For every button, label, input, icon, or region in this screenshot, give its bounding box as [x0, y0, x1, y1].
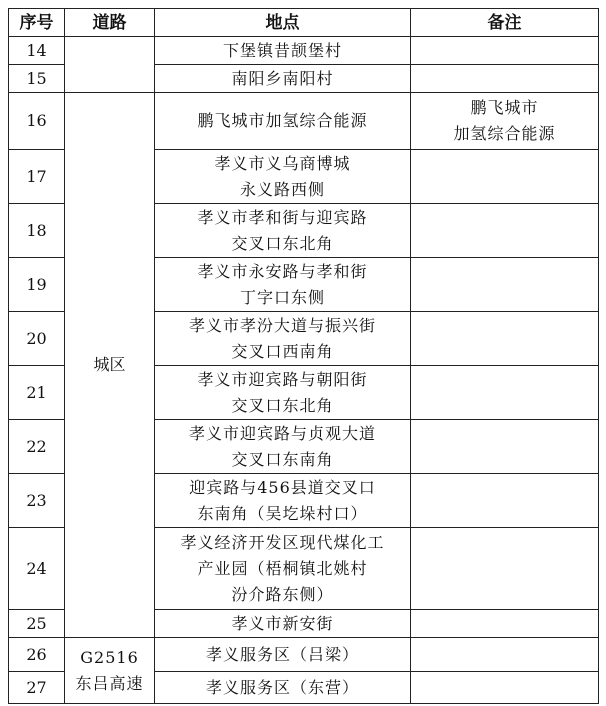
row-place: [155, 150, 411, 204]
place-line: 丁字口东侧: [239, 287, 325, 307]
row-no: 14: [9, 37, 65, 65]
header-place: 地点: [155, 9, 411, 37]
table-row: [9, 37, 599, 65]
place-line: 孝义服务区（吕梁）: [205, 644, 359, 664]
row-no: 22: [9, 420, 65, 474]
row-note: [411, 93, 599, 150]
header-no: 序号: [9, 9, 65, 37]
place-line: 永义路西侧: [239, 179, 325, 199]
place-line: 孝义市孝汾大道与振兴街: [188, 315, 376, 335]
row-no: 20: [9, 312, 65, 366]
place-line: 孝义市新安街: [231, 613, 334, 633]
row-no: 21: [9, 366, 65, 420]
place-line: 南阳乡南阳村: [231, 68, 334, 88]
row-note: [411, 672, 599, 704]
row-place: [155, 474, 411, 528]
row-place: [155, 312, 411, 366]
table-row: [9, 93, 599, 150]
header-road: 道路: [65, 9, 155, 37]
row-place: [155, 65, 411, 93]
row-note: [411, 638, 599, 672]
table-row: [9, 638, 599, 672]
place-line: 鹏飞城市加氢综合能源: [197, 111, 368, 130]
place-line: 孝义经济开发区现代煤化工: [180, 532, 385, 552]
place-line: 孝义市义乌商博城: [214, 153, 351, 173]
row-note: [411, 312, 599, 366]
row-note: [411, 610, 599, 638]
row-note: [411, 150, 599, 204]
row-no: 19: [9, 258, 65, 312]
row-no: 24: [9, 528, 65, 610]
row-note: [411, 37, 599, 65]
row-place: [155, 672, 411, 704]
row-place: [155, 610, 411, 638]
row-no: 26: [9, 638, 65, 672]
row-note: [411, 204, 599, 258]
place-line: 下堡镇昔颉堡村: [222, 40, 342, 60]
row-place: [155, 204, 411, 258]
road-line: G2516: [80, 647, 139, 667]
station-table: [8, 8, 599, 704]
place-line: 孝义市迎宾路与贞观大道: [188, 423, 376, 443]
row-note: [411, 258, 599, 312]
row-no: 23: [9, 474, 65, 528]
note-line: 鹏飞城市: [470, 98, 539, 117]
place-line: 汾介路东侧）: [231, 584, 334, 604]
row-note: [411, 366, 599, 420]
row-note: [411, 474, 599, 528]
row-place: [155, 528, 411, 610]
road-line: 东吕高速: [75, 673, 144, 693]
place-line: 产业园（梧桐镇北姚村: [197, 558, 368, 578]
place-line: 东南角（吴圪垛村口）: [197, 503, 368, 523]
road-cell-city: 城区: [65, 93, 155, 638]
row-place: [155, 258, 411, 312]
row-no: 25: [9, 610, 65, 638]
row-no: 17: [9, 150, 65, 204]
row-note: [411, 65, 599, 93]
place-line: 孝义市孝和街与迎宾路: [197, 207, 368, 227]
row-note: [411, 528, 599, 610]
place-line: 迎宾路与456县道交叉口: [189, 477, 376, 497]
place-line: 交叉口西南角: [231, 341, 334, 361]
road-cell-empty: [65, 37, 155, 93]
row-place: [155, 638, 411, 672]
place-line: 孝义市永安路与孝和街: [197, 261, 368, 281]
row-no: 18: [9, 204, 65, 258]
row-place: [155, 37, 411, 65]
header-row: [9, 9, 599, 37]
place-line: 交叉口东南角: [231, 449, 334, 469]
row-place: [155, 366, 411, 420]
road-cell-highway: [65, 638, 155, 704]
place-line: 孝义市迎宾路与朝阳街: [197, 369, 368, 389]
row-note: [411, 420, 599, 474]
row-no: 16: [9, 93, 65, 150]
place-line: 交叉口东北角: [231, 395, 334, 415]
place-line: 孝义服务区（东营）: [205, 677, 359, 697]
row-place: [155, 420, 411, 474]
row-place: [155, 93, 411, 150]
place-line: 交叉口东北角: [231, 233, 334, 253]
row-no: 15: [9, 65, 65, 93]
row-no: 27: [9, 672, 65, 704]
header-note: 备注: [411, 9, 599, 37]
note-line: 加氢综合能源: [453, 124, 556, 143]
